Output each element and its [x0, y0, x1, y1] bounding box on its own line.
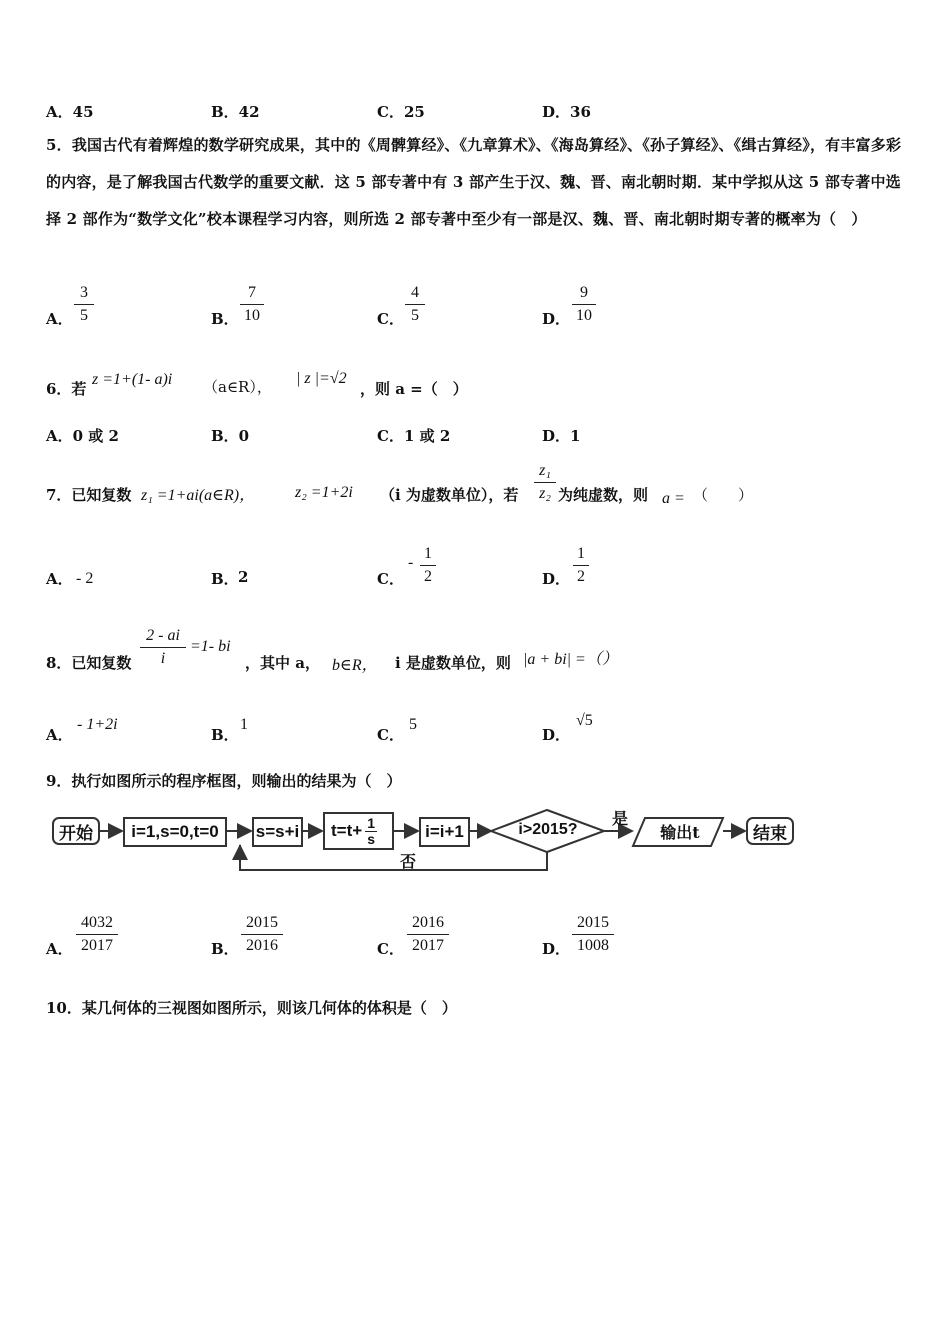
q4-option-d: D．36	[542, 103, 591, 121]
q7-ask: a =	[662, 490, 685, 507]
q5-stem: 5．我国古代有着辉煌的数学研究成果，其中的《周髀算经》、《九章算术》、《海岛算经》、《孙子算经》、《缉古算经》，有丰富多彩的内容，是了解我国古代数学的重要文献．这 5 部专著中有 3 部产生于汉、魏、晋、南北朝时期．某中学拟从这 5 部专著中选择 2 部作为“数学文化”校本课程学习内容，则所选 2 部专著中至少有一部是汉、魏、晋、南北朝时期专著的概率为（ ）	[46, 136, 902, 228]
q6-lead: 6．若	[46, 380, 87, 398]
q8-option-b-label: B．	[211, 726, 239, 744]
flow-init: i=1,s=0,t=0	[123, 817, 227, 847]
q7-option-c-label: C．	[377, 570, 404, 588]
q8-unit: i 是虚数单位，则	[395, 654, 511, 672]
q8-option-a-label: A．	[46, 726, 73, 744]
q5-option-a-fraction: 3 5	[74, 282, 94, 327]
q7-option-a-value: - 2	[76, 570, 94, 587]
q9-option-c-fraction: 2016 2017	[407, 912, 449, 957]
q8-option-d-value: √5	[576, 712, 593, 729]
q4-option-b: B．42	[211, 103, 260, 121]
q4-option-a: A．45	[46, 103, 94, 121]
q6-tail: ，则 a =（ ）	[360, 380, 468, 398]
flow-start: 开始	[52, 817, 100, 845]
flow-end: 结束	[746, 817, 794, 845]
q9-option-d-fraction: 2015 1008	[572, 912, 614, 957]
flow-t-fraction: 1 s	[365, 816, 377, 847]
q7-ratio-fraction: z₁ z₂	[534, 460, 556, 505]
q8-option-b-value: 1	[240, 716, 248, 733]
q9-option-d-label: D．	[542, 940, 571, 958]
q8-option-d-label: D．	[542, 726, 571, 744]
q8-fraction: 2 - ai i	[140, 625, 186, 670]
q8-condition: b∈R，	[332, 657, 378, 674]
q5-option-b-label: B．	[211, 310, 239, 328]
q5-option-a-label: A．	[46, 310, 73, 328]
q10-stem: 10．某几何体的三视图如图所示，则该几何体的体积是（ ）	[46, 999, 457, 1017]
q7-z2: z₂ =1+2i	[295, 484, 353, 501]
q8-rhs: =1- bi	[190, 638, 231, 655]
q7-option-c-fraction: 1 2	[420, 543, 436, 588]
q6-expression: z =1+(1- a)i	[92, 371, 173, 388]
q9-option-c-label: C．	[377, 940, 404, 958]
q7-lead: 7．已知复数	[46, 486, 132, 504]
q8-mid: ，其中 a，	[245, 654, 320, 672]
flow-i-step: i=i+1	[419, 817, 470, 847]
q6-option-c: C．1 或 2	[377, 427, 451, 445]
q9-option-b-label: B．	[211, 940, 239, 958]
q9-option-b-fraction: 2015 2016	[241, 912, 283, 957]
q7-paren: （ ）	[693, 486, 754, 504]
q6-condition: （a∈R），	[203, 378, 272, 396]
q9-stem: 9．执行如图所示的程序框图，则输出的结果为（ ）	[46, 772, 402, 790]
q5-option-c-label: C．	[377, 310, 404, 328]
q6-option-d: D．1	[542, 427, 581, 445]
flow-yes-label: 是	[612, 809, 629, 828]
q8-option-c-value: 5	[409, 716, 417, 733]
q7-z1: z₁ =1+ai(a∈R)，	[141, 487, 256, 504]
q7-option-c-sign: -	[408, 554, 414, 571]
q7-option-a-label: A．	[46, 570, 73, 588]
flow-output: 输出t	[660, 823, 700, 842]
q8-option-a-value: - 1+2i	[77, 716, 118, 733]
flow-no-label: 否	[400, 852, 417, 871]
q9-option-a-label: A．	[46, 940, 73, 958]
q7-option-b-value: 2	[238, 568, 249, 586]
q7-option-d-fraction: 1 2	[573, 543, 589, 588]
q5-option-b-fraction: 7 10	[240, 282, 264, 327]
q7-option-b-label: B．	[211, 570, 239, 588]
q7-unit: （i 为虚数单位），若	[380, 486, 519, 504]
flow-s-step: s=s+i	[252, 817, 303, 847]
q8-ask: |a + bi| =（）	[523, 651, 618, 668]
q6-option-b: B．0	[211, 427, 250, 445]
q9-option-a-fraction: 4032 2017	[76, 912, 118, 957]
q7-tail: 为纯虚数，则	[558, 486, 649, 504]
q5-option-d-fraction: 9 10	[572, 282, 596, 327]
q6-modulus: | z |=√2	[296, 370, 347, 387]
q6-option-a: A．0 或 2	[46, 427, 119, 445]
q7-option-d-label: D．	[542, 570, 571, 588]
flow-t-step-text: t=t+	[331, 821, 363, 840]
flow-condition: i>2015?	[518, 821, 578, 838]
q4-option-c: C．25	[377, 103, 425, 121]
q8-lead: 8．已知复数	[46, 654, 132, 672]
q8-option-c-label: C．	[377, 726, 404, 744]
flow-t-step	[323, 812, 394, 850]
q5-option-c-fraction: 4 5	[405, 282, 425, 327]
q5-option-d-label: D．	[542, 310, 571, 328]
